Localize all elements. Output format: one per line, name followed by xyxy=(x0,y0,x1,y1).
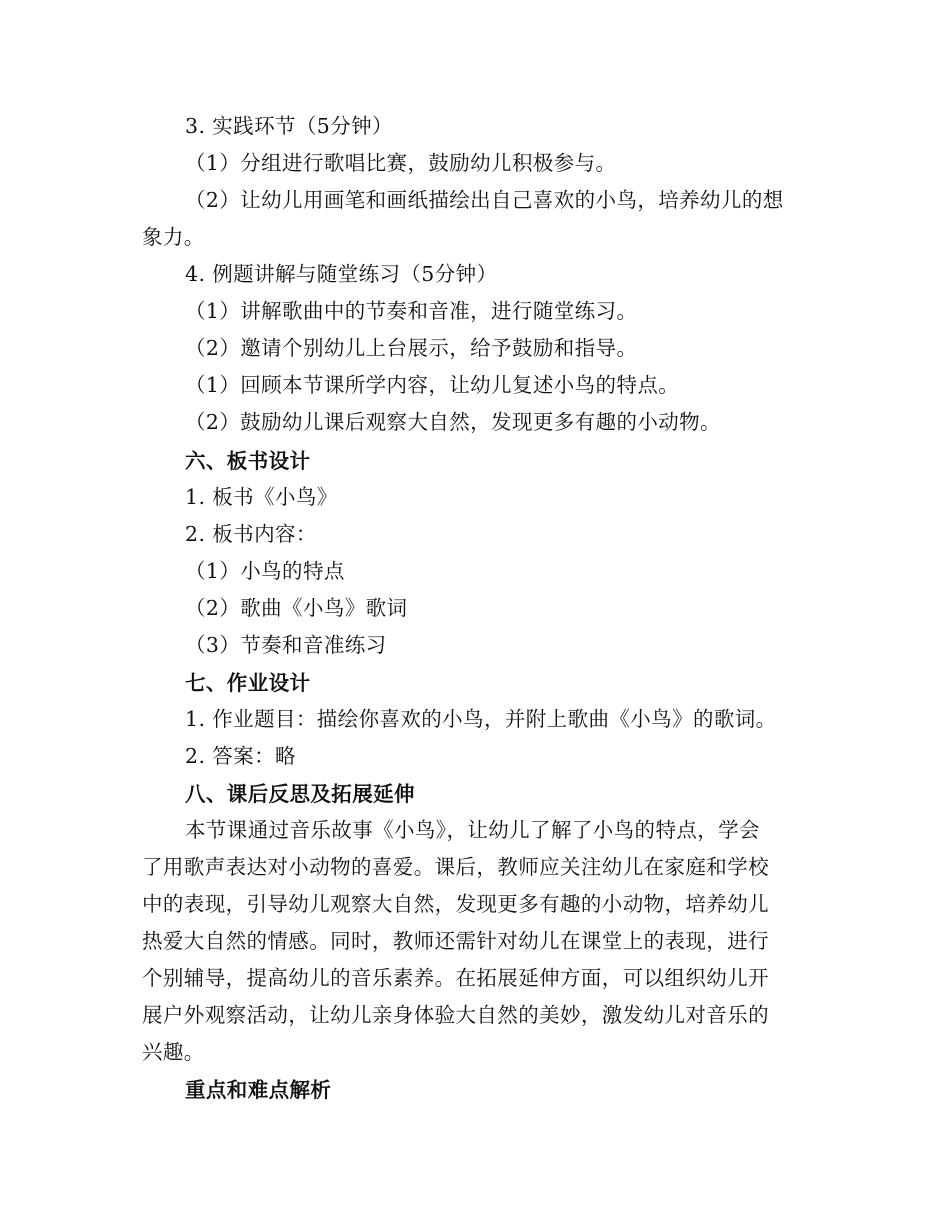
step3-item1: （1）分组进行歌唱比赛，鼓励幼儿积极参与。 xyxy=(185,151,617,175)
final-heading: 重点和难点解析 xyxy=(185,1078,332,1102)
section6-sub3: （3）节奏和音准练习 xyxy=(185,633,387,657)
section8-paragraph-line: 中的表现，引导幼儿观察大自然，发现更多有趣的小动物，培养幼儿 xyxy=(142,892,769,916)
section7-heading: 七、作业设计 xyxy=(185,671,311,695)
section7-item1: 1. 作业题目：描绘你喜欢的小鸟，并附上歌曲《小鸟》的歌词。 xyxy=(185,707,777,731)
section6-item1: 1. 板书《小鸟》 xyxy=(185,485,338,509)
step3-title: 3. 实践环节（5分钟） xyxy=(185,114,393,138)
step4-title: 4. 例题讲解与随堂练习（5分钟） xyxy=(185,262,498,286)
section8-paragraph-line: 本节课通过音乐故事《小鸟》，让幼儿了解了小鸟的特点，学会 xyxy=(185,818,760,842)
section6-sub1: （1）小鸟的特点 xyxy=(185,559,345,583)
step3-item2-line1: （2）让幼儿用画笔和画纸描绘出自己喜欢的小鸟，培养幼儿的想 xyxy=(185,188,784,212)
section8-paragraph-line: 个别辅导，提高幼儿的音乐素养。在拓展延伸方面，可以组织幼儿开 xyxy=(142,966,769,990)
section7-item2: 2. 答案：略 xyxy=(185,744,296,768)
section6-sub2: （2）歌曲《小鸟》歌词 xyxy=(185,596,408,620)
section8-paragraph-line: 展户外观察活动，让幼儿亲身体验大自然的美妙，激发幼儿对音乐的 xyxy=(142,1003,769,1027)
section8-paragraph-line: 热爱大自然的情感。同时，教师还需针对幼儿在课堂上的表现，进行 xyxy=(142,929,769,953)
section6-item2: 2. 板书内容： xyxy=(185,522,317,546)
summary-item1: （1）回顾本节课所学内容，让幼儿复述小鸟的特点。 xyxy=(185,373,680,397)
section6-heading: 六、板书设计 xyxy=(185,449,311,473)
summary-item2: （2）鼓励幼儿课后观察大自然，发现更多有趣的小动物。 xyxy=(185,410,721,434)
step4-item1: （1）讲解歌曲中的节奏和音准，进行随堂练习。 xyxy=(185,299,638,323)
section8-paragraph-line: 了用歌声表达对小动物的喜爱。课后，教师应关注幼儿在家庭和学校 xyxy=(142,855,769,879)
section8-paragraph-line: 兴趣。 xyxy=(142,1040,205,1064)
section8-heading: 八、课后反思及拓展延伸 xyxy=(185,782,415,806)
step4-item2: （2）邀请个别幼儿上台展示，给予鼓励和指导。 xyxy=(185,336,638,360)
step3-item2-line2: 象力。 xyxy=(142,225,205,249)
